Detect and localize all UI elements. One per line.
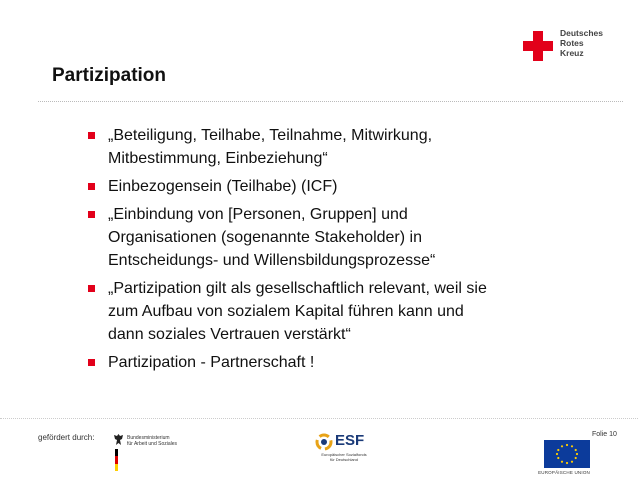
- eu-flag-icon: [544, 440, 590, 468]
- bullet-item-2: [88, 175, 608, 198]
- bullet-item-3: [88, 203, 608, 272]
- eu-logo: [530, 440, 590, 480]
- bullet-1-line-1: „Beteiligung, Teilhabe, Teilnahme, Mitwirkung,: [108, 127, 433, 144]
- bmas-line-2: für Arbeit und Soziales: [127, 441, 178, 447]
- esf-sub-line-2: für Deutschland: [329, 457, 358, 462]
- slide-title: Partizipation: [52, 65, 167, 86]
- drk-line-1: Deutsches: [560, 28, 603, 38]
- esf-subtitle: [313, 452, 375, 462]
- bmas-logo: [113, 433, 203, 473]
- slide-number: Folie 10: [592, 431, 617, 438]
- esf-swirl-icon: [313, 432, 335, 452]
- drk-logo-text: [560, 28, 603, 58]
- esf-sub-line-1: Europäischer Sozialfonds: [321, 452, 367, 457]
- bullet-4-line-1: „Partizipation gilt als gesellschaftlich relevant, weil sie: [108, 280, 487, 297]
- bullet-square-icon: [88, 183, 95, 190]
- title-divider: [38, 101, 623, 102]
- bullet-3-line-3: Entscheidungs- und Willensbildungsprozesse“: [108, 252, 436, 269]
- bullet-3-line-2: Organisationen (sogenannte Stakeholder) in: [108, 229, 422, 246]
- bmas-line-1: Bundesministerium: [127, 435, 170, 441]
- footer-divider: [0, 418, 638, 419]
- bullet-4-line-2: zum Aufbau von sozialem Kapital führen kann und: [108, 303, 464, 320]
- bullet-item-4: [88, 277, 608, 346]
- funded-by-label: gefördert durch:: [38, 433, 95, 442]
- bullet-2-line-1: Einbezogensein (Teilhabe) (ICF): [108, 178, 338, 195]
- bullet-1-line-2: Mitbestimmung, Einbeziehung“: [108, 150, 328, 167]
- bullet-5-line-1: Partizipation - Partnerschaft !: [108, 354, 315, 371]
- federal-eagle-icon: [113, 433, 124, 447]
- bullet-list: [88, 124, 608, 379]
- esf-logo: [313, 432, 375, 472]
- bullet-square-icon: [88, 211, 95, 218]
- drk-logo: [523, 25, 628, 67]
- bullet-3-line-1: „Einbindung von [Personen, Gruppen] und: [108, 206, 408, 223]
- drk-line-2: Rotes: [560, 38, 584, 48]
- bullet-item-5: [88, 351, 608, 374]
- red-cross-icon: [523, 31, 553, 61]
- drk-line-3: Kreuz: [560, 48, 584, 58]
- bullet-square-icon: [88, 132, 95, 139]
- bullet-square-icon: [88, 285, 95, 292]
- bmas-text: [127, 435, 203, 447]
- bullet-item-1: [88, 124, 608, 170]
- esf-wordmark: ESF: [335, 432, 365, 449]
- bullet-square-icon: [88, 359, 95, 366]
- eu-label: EUROPÄISCHE UNION: [538, 470, 590, 475]
- bullet-4-line-3: dann soziales Vertrauen verstärkt“: [108, 326, 351, 343]
- german-flag-icon: [115, 449, 118, 471]
